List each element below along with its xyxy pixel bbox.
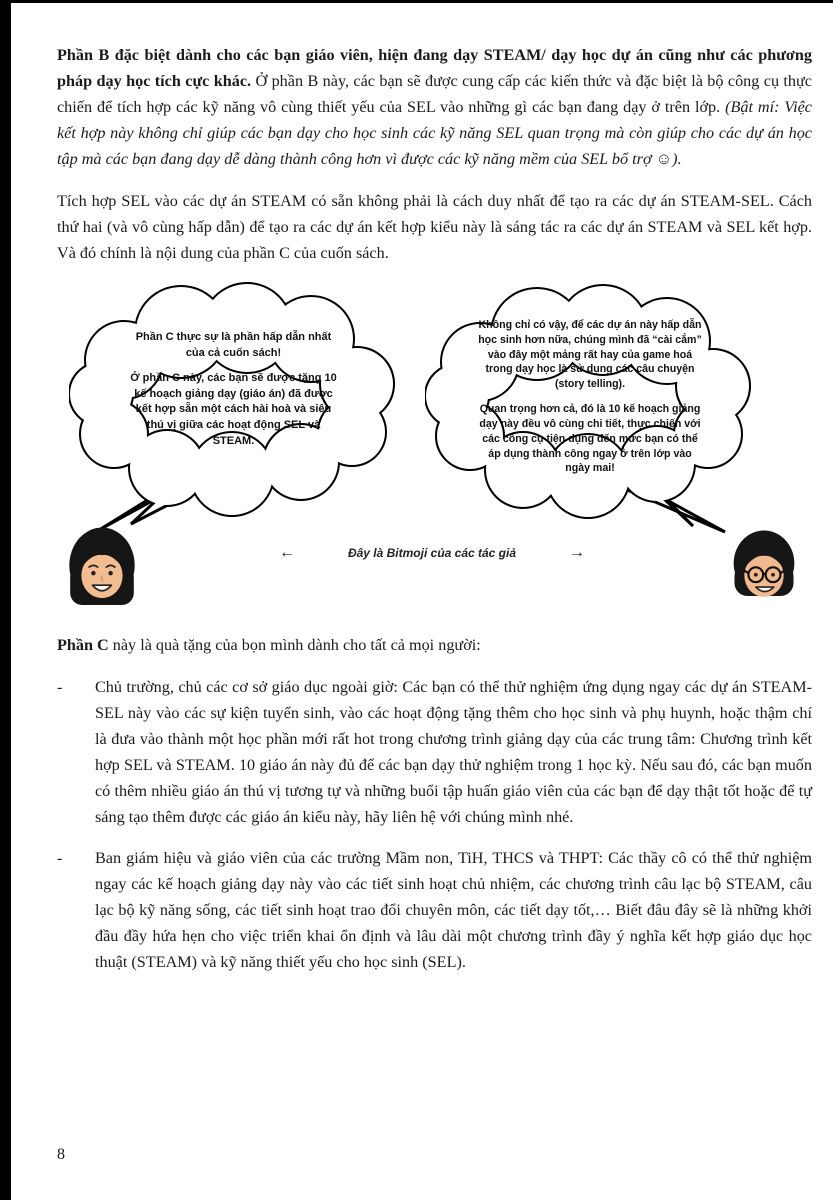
bubble-left-line-2: Ở phần C này, các bạn sẽ được tặng 10 kế hoạch giảng dạy (giáo án) đã được kết hợp sẵn một cách hài hoà và siêu thú vị giữa các hoạt động SEL và STEAM. — [130, 372, 337, 447]
paragraph-tich-hop: Tích hợp SEL vào các dự án STEAM có sẵn không phải là cách duy nhất để tạo ra các dự án STEAM-SEL. Cách thứ hai (và vô cùng hấp dẫn) để tạo ra các dự án kết hợp kiểu này là sáng tác ra các dự án STEAM và SEL kết hợp. Và đó chính là nội dung của phần C của cuốn sách. — [57, 192, 812, 262]
bullet-item-teachers — [57, 845, 812, 975]
bullet-text: Ban giám hiệu và giáo viên của các trường Mầm non, TiH, THCS và THPT: Các thầy cô có thể thử nghiệm ngay các kế hoạch giảng dạy này vào các tiết sinh hoạt chủ nhiệm, các chương trình câu lạc bộ STEAM, câu lạc bộ kỹ năng sống, các tiết sinh hoạt trao đổi chuyên môn, các tiết dạy tốt,… Biết đâu đây sẽ là những khởi đầu đầy hứa hẹn cho việc triển khai ổn định và lâu dài một chương trình đầy ý nghĩa kết hợp giáo dục học thuật (STEAM) và kỹ năng thiết yếu cho học sinh (SEL). — [95, 849, 812, 971]
bullet-text: Chủ trường, chủ các cơ sở giáo dục ngoài giờ: Các bạn có thể thử nghiệm ứng dụng ngay các dự án STEAM-SEL này vào các sự kiện tuyển sinh, vào các hoạt động tặng thêm cho học sinh và phụ huynh, hoặc thậm chí là đưa vào thành một học phần mới rất hot trong chương trình giảng dạy của các trung tâm: Chương trình kết hợp SEL và STEAM. 10 giáo án này đủ để các bạn dạy thử nghiệm trong 1 học kỳ. Nếu sau đó, các bạn muốn có thêm nhiều giáo án thú vị tương tự và những buổi tập huấn giáo viên của các bạn để dạy thật tốt hoặc để tự sáng tạo thêm được các giáo án kiểu này, hãy liên hệ với chúng mình nhé. — [95, 678, 812, 826]
speech-bubble-left — [69, 282, 399, 534]
arrow-left-icon: ← — [279, 544, 295, 561]
arrow-right-icon: → — [568, 544, 585, 561]
bubble-right-text — [477, 318, 703, 476]
bullet-item-schools-centers — [57, 674, 812, 830]
author-avatar-right — [723, 522, 805, 616]
bullet-marker: - — [57, 678, 63, 696]
author-avatar-left-icon — [59, 520, 145, 616]
bitmoji-caption-text: Đây là Bitmoji của các tác giả — [347, 546, 517, 560]
page-number: 8 — [57, 1146, 65, 1163]
paragraph-phan-c-gift-body: này là quà tặng của bọn mình dành cho tất cả mọi người: — [108, 636, 481, 654]
paragraph-phan-b-lead: Phần B đặc biệt dành cho các bạn giáo viên, hiện đang dạy STEAM/ dạy học dự án cũng như các phương pháp dạy học tích cực khác. — [57, 46, 812, 90]
scan-edge-left — [0, 0, 11, 1200]
paragraph-phan-b — [57, 42, 812, 172]
author-avatar-right-icon — [723, 522, 805, 616]
paragraph-phan-c-gift — [57, 632, 812, 658]
paragraph-phan-b-body: Ở phần B này, các bạn sẽ được cung cấp các kiến thức và đặc biệt là bộ công cụ thực chiến để tích hợp các kỹ năng vô cùng thiết yếu của SEL vào những gì các bạn đang dạy ở trên lớp. — [57, 72, 812, 116]
bubble-right-line-2: Quan trọng hơn cả, đó là 10 kế hoạch giảng dạy này đều vô cùng chi tiết, thực chiến với các công cụ tiện dụng đến mức bạn có thể áp dụng thành công ngay ở trên lớp vào ngày mai! — [479, 403, 701, 475]
speech-bubble-right — [425, 284, 755, 536]
page-content — [57, 42, 812, 990]
bitmoji-caption — [279, 540, 585, 566]
speech-bubbles-section — [57, 282, 812, 622]
bubble-left-line-1: Phần C thực sự là phần hấp dẫn nhất của cả cuốn sách! — [135, 331, 332, 359]
bubble-left-text — [127, 330, 340, 449]
author-avatar-left — [59, 520, 145, 616]
paragraph-phan-c-gift-lead: Phần C — [57, 636, 109, 654]
paragraph-phan-b-aside: (Bật mí: Việc kết hợp này không chỉ giúp các bạn dạy cho học sinh các kỹ năng SEL quan trọng mà còn giúp cho các dự án học tập mà các bạn đang dạy dễ dàng thành công hơn vì được các kỹ năng mềm của SEL bổ trợ ☺). — [57, 98, 812, 168]
bubble-right-line-1: Không chỉ có vậy, để các dự án này hấp dẫn học sinh hơn nữa, chúng mình đã “cài cắm” vào đây một mảng rất hay của game hoá trong dạy học là sử dụng các câu chuyện (story telling). — [478, 319, 702, 391]
bullet-marker: - — [57, 849, 63, 867]
scan-edge-top — [11, 0, 833, 3]
